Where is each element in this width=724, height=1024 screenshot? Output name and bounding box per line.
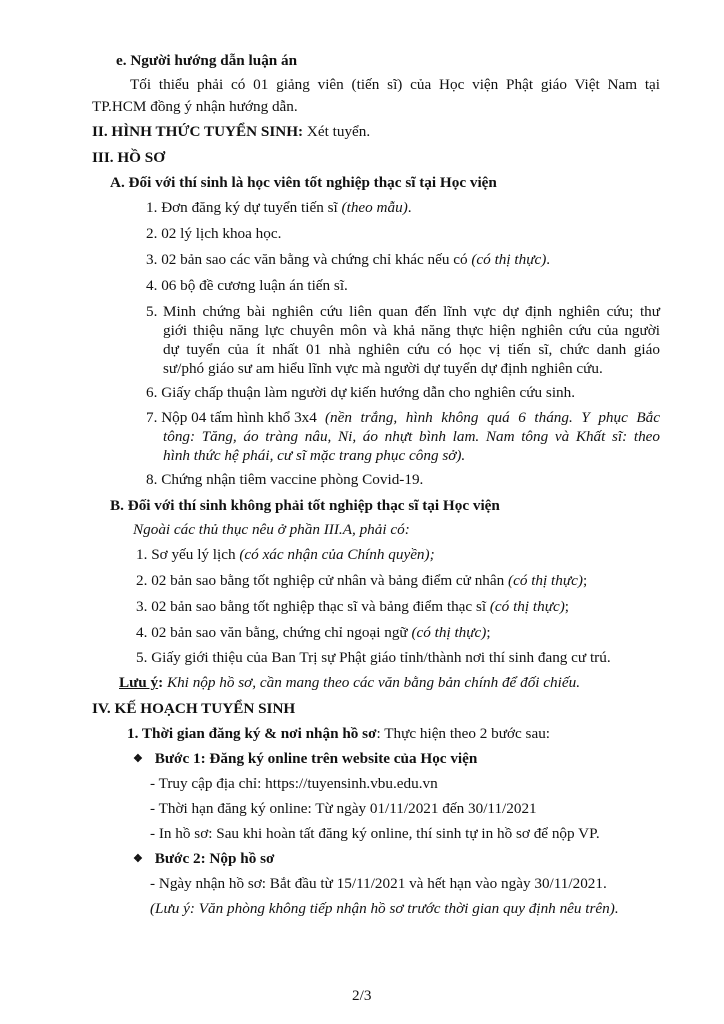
item-number: 4.: [136, 624, 148, 641]
item-text: Chứng nhận tiêm vaccine phòng Covid-19.: [157, 471, 424, 488]
item-text: Đơn đăng ký dự tuyển tiến sĩ: [157, 199, 342, 216]
item-text: Sơ yếu lý lịch: [147, 546, 240, 563]
item-end: ;: [582, 572, 588, 589]
section-iv-sub1: [127, 725, 550, 743]
part-a-item-6: [146, 384, 575, 402]
section-ii-title: II. HÌNH THỨC TUYỂN SINH:: [92, 123, 304, 140]
item-text: Nộp 04 tấm hình khổ 3x4: [157, 409, 317, 426]
section-e-body-line1: Tối thiểu phải có 01 giảng viên (tiến sĩ) của Học viện Phật giáo Việt Nam tại: [130, 76, 660, 93]
item-italic: (theo mẫu): [341, 199, 408, 216]
part-a-item-8: [146, 471, 423, 489]
item-italic: (có thị thực): [471, 251, 547, 268]
part-a-item-7-line3: hình thức hệ phái, cư sĩ mặc trang phục công sở).: [163, 447, 466, 464]
step1-title: Bước 1: Đăng ký online trên website của Học viện: [154, 750, 478, 767]
step1-line3: - In hồ sơ: Sau khi hoàn tất đăng ký online, thí sinh tự in hồ sơ để nộp VP.: [150, 825, 600, 842]
part-b-item-1: [136, 546, 435, 564]
item-end: .: [546, 251, 551, 268]
item-end: ;: [486, 624, 491, 641]
sub1-text: : Thực hiện theo 2 bước sau:: [376, 725, 551, 742]
item-number: 2.: [146, 225, 158, 242]
part-b-title: B. Đối với thí sinh không phải tốt nghiệp thạc sĩ tại Học viện: [110, 497, 500, 514]
section-iv-title: IV. KẾ HOẠCH TUYỂN SINH: [92, 700, 296, 717]
item-text: Giấy giới thiệu của Ban Trị sự Phật giáo tỉnh/thành nơi thí sinh đang cư trú.: [147, 649, 611, 666]
note-label: Lưu ý: [119, 674, 159, 691]
part-a-item-7-line2: tông: Tăng, áo tràng nâu, Ni, áo nhựt bình lam. Nam tông và Khất sĩ: theo: [163, 428, 660, 445]
part-a-item-5-line3: dự tuyển của ít nhất 01 nhà nghiên cứu có học vị tiến sĩ, chức danh giáo: [163, 341, 660, 358]
diamond-bullet-icon: ❖: [133, 753, 143, 765]
part-a-item-4: [146, 277, 348, 295]
item-italic: (có thị thực): [508, 572, 583, 589]
part-b-intro: Ngoài các thủ thục nêu ở phần III.A, phải có:: [133, 521, 410, 538]
step2-note: (Lưu ý: Văn phòng không tiếp nhận hồ sơ trước thời gian quy định nêu trên).: [150, 900, 619, 917]
part-b-item-3: [136, 598, 569, 616]
section-ii-value: Xét tuyển.: [303, 123, 371, 140]
item-number: 1.: [136, 546, 148, 563]
item-number: 7.: [146, 409, 158, 426]
item-number: 2.: [136, 572, 148, 589]
part-a-item-5-line1: Minh chứng bài nghiên cứu liên quan đến lĩnh vực dự định nghiên cứu; thư: [163, 303, 660, 320]
part-a-item-5-line2: giới thiệu năng lực chuyên môn và khả năng thực hiện nghiên cứu của người: [163, 322, 660, 339]
item-number: 3.: [136, 598, 148, 615]
part-b-item-4: [136, 624, 491, 642]
step2-line1: - Ngày nhận hồ sơ: Bắt đầu từ 15/11/2021 và hết hạn vào ngày 30/11/2021.: [150, 875, 607, 892]
part-a-item-3: [146, 251, 550, 269]
item-text: Giấy chấp thuận làm người dự kiến hướng dẫn cho nghiên cứu sinh.: [157, 384, 576, 401]
item-italic: (nền trắng, hình không quá 6 tháng. Y phục Bắc: [325, 409, 660, 426]
section-e-body-line2: TP.HCM đồng ý nhận hướng dẫn.: [92, 98, 298, 115]
step1-line1: - Truy cập địa chỉ: https://tuyensinh.vbu.edu.vn: [150, 775, 438, 792]
section-iii-title: III. HỒ SƠ: [92, 149, 166, 166]
section-ii: [92, 123, 370, 141]
part-a-item-5-number: 5.: [146, 303, 158, 320]
step1-title-row: [133, 750, 477, 769]
part-a-item-5-line4: sư/phó giáo sư am hiểu lĩnh vực mà người dự tuyển dự định nghiên cứu.: [163, 360, 603, 377]
item-italic: (có xác nhận của Chính quyền): [239, 546, 430, 563]
diamond-bullet-icon: ❖: [133, 853, 143, 865]
part-a-title: A. Đối với thí sinh là học viên tốt nghiệp thạc sĩ tại Học viện: [110, 174, 497, 191]
item-end: .: [407, 199, 412, 216]
part-b-note: [119, 674, 580, 692]
item-italic: (có thị thực): [489, 598, 565, 615]
item-text: 02 lý lịch khoa học.: [157, 225, 282, 242]
note-text: Khi nộp hồ sơ, cần mang theo các văn bằng bản chính để đối chiếu.: [163, 674, 580, 691]
item-italic: (có thị thực): [411, 624, 487, 641]
item-number: 1.: [146, 199, 158, 216]
item-text: 06 bộ đề cương luận án tiến sĩ.: [157, 277, 348, 294]
item-text: 02 bản sao các văn bằng và chứng chỉ khác nếu có: [157, 251, 472, 268]
note-colon: :: [158, 674, 164, 691]
part-b-item-2: [136, 572, 587, 590]
sub1-label: 1. Thời gian đăng ký & nơi nhận hồ sơ: [127, 725, 377, 742]
item-number: 8.: [146, 471, 158, 488]
item-text: 02 bản sao văn bằng, chứng chỉ ngoại ngữ: [147, 624, 412, 641]
part-a-item-7-line1: [146, 409, 660, 427]
step2-title-row: [133, 850, 274, 869]
item-number: 5.: [136, 649, 148, 666]
part-b-item-5: [136, 649, 611, 667]
step1-line2: - Thời hạn đăng ký online: Từ ngày 01/11/2021 đến 30/11/2021: [150, 800, 537, 817]
item-text: 02 bản sao bằng tốt nghiệp cử nhân và bảng điểm cử nhân: [147, 572, 509, 589]
step2-title: Bước 2: Nộp hồ sơ: [154, 850, 275, 867]
page-number: 2/3: [352, 987, 372, 1004]
item-text: 02 bản sao bằng tốt nghiệp thạc sĩ và bảng điểm thạc sĩ: [147, 598, 490, 615]
item-end: ;: [429, 546, 435, 563]
item-number: 4.: [146, 277, 158, 294]
item-number: 6.: [146, 384, 158, 401]
part-a-item-1: [146, 199, 412, 217]
item-end: ;: [564, 598, 570, 615]
item-number: 3.: [146, 251, 158, 268]
part-a-item-2: [146, 225, 281, 243]
section-e-title: e. Người hướng dẫn luận án: [116, 52, 298, 69]
